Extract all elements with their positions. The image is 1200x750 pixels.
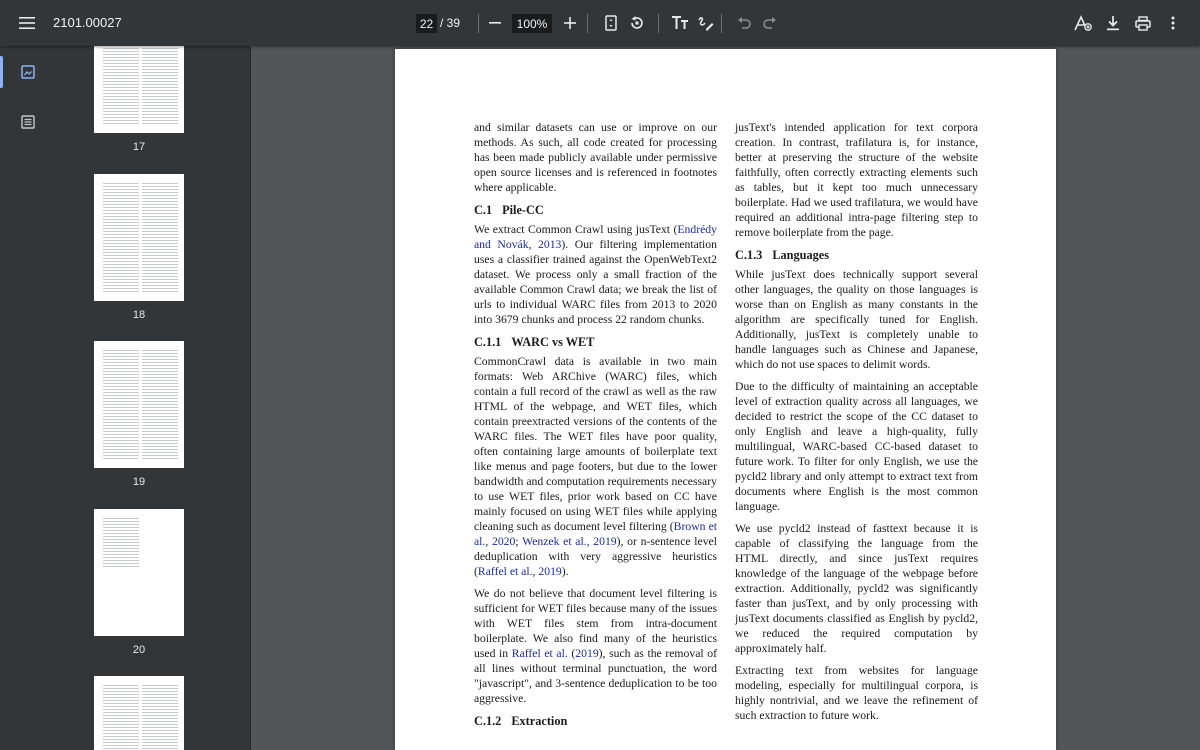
toolbar-divider	[658, 14, 659, 33]
paragraph: We extract Common Crawl using jusText (Endrédy and Novák, 2013). Our filtering implementation uses a classifier trained against the OpenWebText2 dataset. We process only a small fraction of the available Common Crawl data; we break the list of urls to individual WARC files from 2013 to 2020 into 3679 chunks and process 22 random chunks.	[474, 223, 717, 326]
plus-icon[interactable]	[556, 9, 584, 37]
minus-icon[interactable]	[481, 9, 509, 37]
paragraph: We do not believe that document level filtering is sufficient for WET files because many of the issues with WET files stem from intra-document boilerplate. We also find many of the heuristics used in Raffel et al. (2019), such as the removal of all lines without terminal punctuation, the word "javascript", and 3-sentence deduplication to be too aggressive.	[474, 587, 717, 705]
paragraph: Extracting text from websites for language modeling, especially for multilingual corpora, is highly nontrivial, and we leave the refinement of such extraction to future work.	[735, 664, 978, 722]
download-icon[interactable]	[1099, 9, 1127, 37]
print-icon[interactable]	[1129, 9, 1157, 37]
page-total-label: / 39	[440, 16, 461, 30]
page-number-input[interactable]	[416, 14, 437, 33]
annotate-icon[interactable]	[1069, 9, 1097, 37]
document-page[interactable]	[395, 49, 1056, 750]
citation-link[interactable]: Raffel et al.	[511, 647, 568, 660]
fit-page-icon[interactable]	[597, 9, 625, 37]
thumbnail-image	[94, 174, 184, 301]
redo-icon[interactable]	[756, 9, 784, 37]
paragraph: jusText's intended application for text corpora creation. In contrast, trafilatura is, for instance, better at preserving the structure of the website faithfully, often correctly extracting elements such as tables, but it kept too much unnecessary boilerplate. Had we used trafilatura, we would have required an additional intra-page filtering step to remove boilerplate from the page.	[735, 121, 978, 239]
toolbar-divider	[478, 14, 479, 33]
more-vert-icon[interactable]	[1159, 9, 1187, 37]
thumbnail-image	[94, 341, 184, 468]
citation-link[interactable]: Brown et al., 2020	[474, 520, 717, 548]
paragraph: CommonCrawl data is available in two main formats: Web ARChive (WARC) files, which contain a full record of the crawl as well as the raw HTML of the webpage, and WET files, which contain preextracted versions of the contents of the WARC files. The WET files have poor quality, often containing large amounts of boilerplate text like menus and page footers, but due to the lower bandwidth and computation requirements necessary to use WET files, prior work based on CC have mainly focused on using WET files while applying cleaning such as document level filtering (Brown et al., 2020; Wenzek et al., 2019), or n-sentence level deduplication with very aggressive heuristics (Raffel et al., 2019).	[474, 355, 717, 578]
thumbnail-page-19[interactable]	[94, 341, 184, 488]
thumbnail-label: 18	[132, 309, 146, 321]
citation-link[interactable]: Wenzek et al., 2019	[522, 535, 617, 548]
paragraph: Due to the difficulty of maintaining an acceptable level of extraction quality across all languages, we decided to restrict the scope of the CC dataset to only English and leave a high-quality, fully multilingual, WARC-based CC-based dataset to future work. To filter for only English, we use the pycld2 library and only attempt to extract text from documents where English is the most common language.	[735, 380, 978, 513]
text-column-left	[474, 120, 717, 733]
thumbnail-image	[94, 676, 184, 750]
citation-link[interactable]: Endrédy and Novák, 2013	[474, 223, 717, 251]
citation-link[interactable]: 2019	[575, 647, 599, 660]
thumbnail-page-17[interactable]	[94, 46, 184, 153]
paragraph: While jusText does technically support several other languages, the quality on those languages is worse than on English as many constants in the algorithm are specifically tuned for English. Additionally, jusText is completely unable to handle languages such as Chinese and Japanese, which do not use spaces to delimit words.	[735, 268, 978, 371]
document-title: 2101.00027	[53, 15, 122, 30]
thumbnail-label: 20	[132, 644, 146, 656]
undo-icon[interactable]	[730, 9, 758, 37]
thumbnail-image	[94, 509, 184, 636]
thumbnail-label: 17	[132, 141, 146, 153]
paragraph: We use pycld2 instead of fasttext because it is capable of classifying the language from the HTML directly, and since jusText requires knowledge of the language of the webpage before extraction. Additionally, pycld2 was significantly faster than jusText, and by only processing with jusText documents classified as English by pycld2, we reduced the required computation by approximately half.	[735, 522, 978, 655]
thumbnail-image	[94, 46, 184, 133]
menu-icon[interactable]	[13, 9, 41, 37]
text-size-icon[interactable]	[666, 9, 694, 37]
thumbnail-panel[interactable]	[52, 46, 251, 750]
thumbnail-page-20[interactable]	[94, 509, 184, 656]
citation-link[interactable]: Raffel et al., 2019	[477, 565, 562, 578]
thumbnail-label: 19	[132, 476, 146, 488]
toolbar-divider	[721, 14, 722, 33]
thumbnail-page-21[interactable]	[94, 676, 184, 750]
section-heading-c1: C.1 Pile-CC	[474, 203, 544, 217]
thumbnail-page-18[interactable]	[94, 174, 184, 321]
draw-icon[interactable]	[692, 9, 720, 37]
section-heading-c1-1: C.1.1 WARC vs WET	[474, 335, 595, 349]
text-column-right	[735, 120, 978, 730]
paragraph: and similar datasets can use or improve on our methods. As such, all code created for processing has been made publicly available under permissive open source licenses and is referenced in footnotes where applicable.	[474, 121, 717, 194]
zoom-input[interactable]	[512, 14, 552, 33]
pdf-toolbar	[0, 0, 1200, 46]
toolbar-divider	[587, 14, 588, 33]
rotate-icon[interactable]	[623, 9, 651, 37]
thumbnails-icon[interactable]	[14, 58, 42, 86]
section-heading-c1-2: C.1.2 Extraction	[474, 714, 568, 728]
sidebar-icon-rail	[0, 46, 52, 750]
active-indicator	[0, 56, 3, 88]
outline-icon[interactable]	[14, 108, 42, 136]
section-heading-c1-3: C.1.3 Languages	[735, 248, 830, 262]
